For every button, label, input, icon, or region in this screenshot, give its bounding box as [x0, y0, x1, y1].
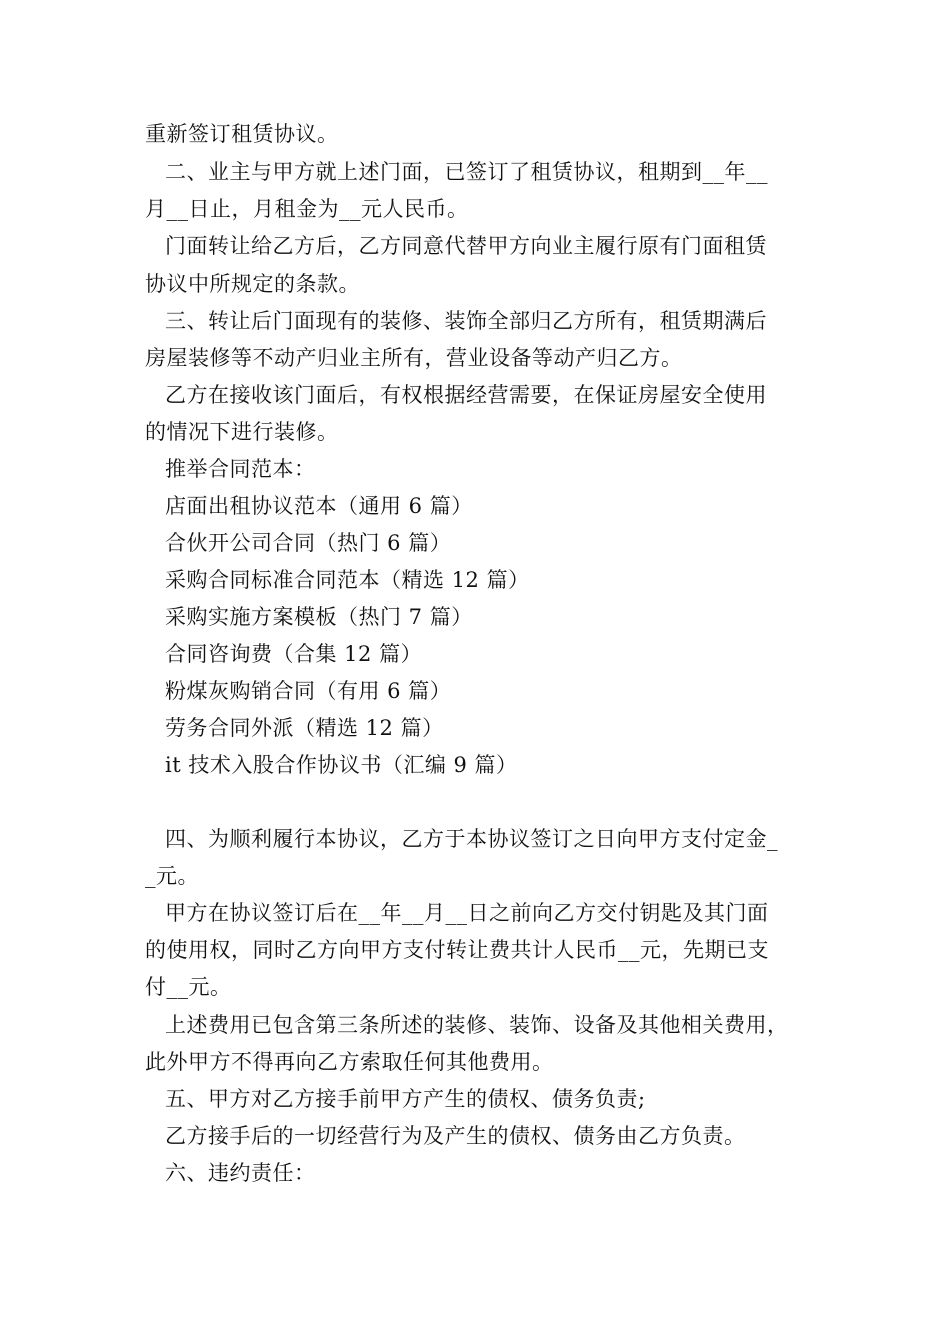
text-line: 房屋装修等不动产归业主所有，营业设备等动产归乙方。	[145, 346, 683, 370]
text-line: 五、甲方对乙方接手前甲方产生的债权、债务负责;	[165, 1087, 646, 1111]
recommended-link: 合同咨询费（合集 12 篇）	[165, 642, 423, 666]
text-line: 乙方接手后的一切经营行为及产生的债权、债务由乙方负责。	[165, 1124, 746, 1148]
text-line: _元。	[145, 864, 199, 888]
text-line: 的情况下进行装修。	[145, 420, 339, 444]
text-line: 的使用权，同时乙方向甲方支付转让费共计人民币__元，先期已支	[145, 938, 769, 962]
text-line: 付__元。	[145, 975, 232, 999]
text-line: 协议中所规定的条款。	[145, 272, 360, 296]
text-line: 三、转让后门面现有的装修、装饰全部归乙方所有，租赁期满后	[165, 309, 767, 333]
recommended-link: 劳务合同外派（精选 12 篇）	[165, 716, 444, 740]
recommended-link: 合伙开公司合同（热门 6 篇）	[165, 531, 452, 555]
recommended-link: 粉煤灰购销合同（有用 6 篇）	[165, 679, 452, 703]
text-line: 乙方在接收该门面后，有权根据经营需要，在保证房屋安全使用	[165, 383, 767, 407]
text-line: 重新签订租赁协议。	[145, 122, 339, 146]
text-line: 六、违约责任：	[165, 1161, 316, 1185]
text-line: 此外甲方不得再向乙方索取任何其他费用。	[145, 1050, 554, 1074]
text-line: 四、为顺利履行本协议，乙方于本协议签订之日向甲方支付定金_	[165, 827, 778, 851]
text-line: 上述费用已包含第三条所述的装修、装饰、设备及其他相关费用，	[165, 1013, 789, 1037]
recommended-link: 采购合同标准合同范本（精选 12 篇）	[165, 568, 530, 592]
recommended-link: 店面出租协议范本（通用 6 篇）	[165, 494, 473, 518]
text-line: 门面转让给乙方后，乙方同意代替甲方向业主履行原有门面租赁	[165, 234, 767, 258]
recommended-link: 采购实施方案模板（热门 7 篇）	[165, 605, 473, 629]
text-line: 月__日止，月租金为__元人民币。	[145, 197, 469, 221]
recommended-link: it 技术入股合作协议书（汇编 9 篇）	[165, 753, 518, 777]
text-line: 二、业主与甲方就上述门面，已签订了租赁协议，租期到__年__	[165, 160, 768, 184]
text-line: 甲方在协议签订后在__年__月__日之前向乙方交付钥匙及其门面	[165, 901, 769, 925]
text-line: 推举合同范本：	[165, 457, 316, 481]
